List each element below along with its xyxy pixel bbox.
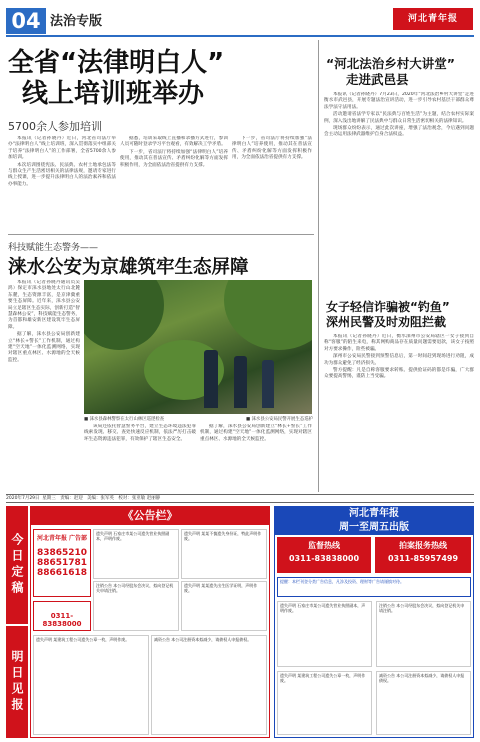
right-ad — [274, 506, 474, 738]
right-ad-title-2: 周一至周五出版 — [339, 522, 409, 533]
article-2-kicker: 科技赋能生态警务—— — [8, 243, 99, 253]
ad-phone: 0311-83838000 — [42, 612, 82, 628]
photo-officer — [262, 360, 274, 408]
hotline-label: 监督热线 — [308, 541, 340, 550]
article-4-paragraph: 本报讯（记者孙晓丹）近日，衡水深州市公安局辖区一女子接到自称“客服”的陌生来电，称其网购商品存在质量问题需要退款，该女子按照对方要求操作，险些被骗。 — [324, 334, 474, 352]
article-4-headline — [326, 300, 474, 330]
article-2-headline: 涞水公安为京雄筑牢生态屏障 — [8, 257, 249, 278]
ad-notice: 提醒：本栏刊登分类广告信息，凡涉及投资、理财等广告请谨慎对待。 — [277, 577, 471, 597]
photo-caption-right: ■ 涞水县公安局民警开展生态巡护 — [246, 417, 314, 422]
photo-officer — [204, 350, 218, 408]
right-ad-title-1: 河北青年报 — [349, 508, 399, 519]
article-4-paragraph: 深州市公安局民警接到预警信息后，第一时间赶到现场进行劝阻，成功为群众避免了经济损失。 — [324, 354, 474, 366]
main-paragraph: 本次培训围绕宪法、民法典、农村土地承包法等与群众生产生活密切相关的法律法规，邀请专家进行线上授课，进一步提升法律明白人的法治素养和依法办事能力。 — [8, 162, 116, 187]
main-paragraph: 本报讯（记者孙晓丹）近日，河北省司法厅举办“法律明白人”线上培训班，深入贯彻落实中组部关于培养“法律明白人”的工作部署，全省5700余人参加培训。 — [8, 136, 116, 161]
article-3-paragraph: 现场群众纷纷表示，通过此次讲座，增强了法治观念，今后遇到问题会主动运用法律武器维护自身合法权益。 — [324, 126, 474, 138]
hotline-box — [375, 537, 471, 573]
divider — [8, 234, 314, 235]
main-article-col-2 — [120, 136, 228, 230]
main-article-col-3 — [232, 136, 312, 230]
main-paragraph: 据悉，培训采取线上直播和录播方式进行，参训人员可随时登录学习平台观看，有效解决工学矛盾。 — [120, 136, 228, 148]
classified-cell: 注销公告 本公司经股东会决议，拟向登记机关申请注销。 — [93, 581, 179, 631]
classified-cell: 遗失声明 某建筑工程公司遗失公章一枚，声明作废。 — [277, 671, 372, 735]
article-2-paragraph: 该局还依托智慧警务平台，建立生态环境违法犯罪线索发现、移交、查处快速反应机制，依法严厉打击破坏生态资源违法犯罪，有效保护了辖区生态安全。 — [84, 424, 196, 442]
page-number: 04 — [6, 8, 46, 34]
ad-phone: 83865210 — [36, 548, 88, 558]
ad-phone-box — [33, 529, 91, 597]
footer-strip — [6, 494, 474, 503]
hotline-box — [277, 537, 371, 573]
classified-cell: 遗失声明 石家庄市某公司遗失营业执照副本，声明作废。 — [277, 601, 372, 667]
footer-weekday: 星期三 — [42, 496, 56, 501]
article-2-paragraph: 据了解，涞水县公安局创新建立“林长+警长”工作机制，通过构建“空天地”一体化监测网络，实现对辖区重点林区、水源地的全天候监控。 — [200, 424, 312, 442]
column-divider — [318, 40, 319, 492]
ad-banner-tomorrow: 明日见报 — [6, 626, 28, 738]
main-paragraph: 下一步，省司法厅将持续加强“法律明白人”培养使用，推动其在普法宣传、矛盾纠纷化解等方面发挥积极作用，为全面依法治省提供有力支撑。 — [232, 136, 312, 161]
classified-cell: 遗失声明 某某不慎遗失身份证，特此声明作废。 — [181, 529, 267, 579]
article-4-headline-line-1: 女子轻信诈骗被“钓鱼” — [326, 300, 450, 314]
section-title: 法治专版 — [50, 14, 103, 29]
main-headline-line-1: 全省“法律明白人” — [8, 48, 225, 78]
classified-cell: 注销公告 本公司经股东会决议，拟向登记机关申请注销。 — [376, 601, 471, 667]
ad-banner-today: 今日定稿 — [6, 506, 28, 624]
article-2-paragraph: 本报讯（记者孙晓丹通讯员吴鸿）保定市涞水县地处太行山北麓东麓，生态资源丰富，是京津冀重要生态屏障。近年来，涞水县公安局立足辖区生态实际，创新打造“智慧森林公安”，科技赋能生态警务，为首都和雄安新区建设筑牢生态屏障。 — [8, 280, 80, 330]
article-3-paragraph: 活动邀请省法学专家以“民法典与百姓生活”为主题，结合农村实际案例，深入浅出地讲解了民法典中与群众日常生活密切相关的法律知识。 — [324, 112, 474, 124]
ad-phone: 88661618 — [36, 568, 88, 578]
main-subhead: 5700余人参加培训 — [8, 120, 102, 133]
ad-phone-box — [33, 601, 91, 631]
article-4-paragraph: 警方提醒：凡是自称客服要求转账、提供验证码的都是诈骗，广大群众要提高警惕，谨防上当受骗。 — [324, 368, 474, 380]
article-3-headline — [326, 56, 474, 88]
footer-proofreader: 校对：张亚敏 赵丽静 — [118, 496, 161, 501]
article-3-paragraph: 本报讯（记者孙晓丹）7月23日，2020年“河北法治乡村大讲堂”走进衡水市武邑县，开展专题法治宣讲活动，进一步引导农村基层干部群众尊法学法守法用法。 — [324, 92, 474, 110]
main-headline — [8, 48, 308, 110]
main-article-col-1 — [8, 136, 116, 230]
footer-editor: 责编：赵迎 — [60, 496, 83, 501]
ad-phone: 88651781 — [36, 558, 88, 568]
header-rule — [6, 35, 474, 37]
article-2-col-3 — [200, 424, 312, 482]
main-headline-line-2: 线上培训班举办 — [22, 79, 205, 109]
classified-cell: 减资公告 本公司注册资本拟减少，请债权人申报债权。 — [376, 671, 471, 735]
hotline-label: 拍案报务热线 — [399, 541, 447, 550]
classified-cell: 遗失声明 某建筑工程公司遗失公章一枚，声明作废。 — [33, 635, 149, 735]
forest-police-photo — [84, 280, 312, 414]
article-3-headline-line-1: “河北法治乡村大讲堂” — [326, 56, 455, 71]
article-2-col-2 — [84, 424, 196, 482]
ad-phone-box-title: 河北青年报 广告部 — [36, 535, 88, 542]
footer-designer: 美编：张军英 — [87, 496, 115, 501]
article-4-body — [324, 334, 474, 490]
article-4-headline-line-2: 深州民警及时劝阻拦截 — [326, 315, 447, 329]
classified-cell: 减资公告 本公司注册资本拟减少，请债权人申报债权。 — [151, 635, 267, 735]
classified-cell: 遗失声明 石家庄市某公司遗失营业执照副本，声明作废。 — [93, 529, 179, 579]
hotline-phone: 0311-85957499 — [387, 554, 459, 563]
main-paragraph: 下一步，省司法厅将持续加强“法律明白人”培养使用，推动其在普法宣传、矛盾纠纷化解等方面发挥积极作用，为全面依法治省提供有力支撑。 — [120, 149, 228, 168]
right-ad-header — [275, 507, 473, 535]
announcement-ad — [30, 506, 270, 738]
photo-foliage — [84, 280, 164, 350]
article-3-body — [324, 92, 474, 290]
announcement-title: 《公告栏》 — [31, 507, 269, 525]
newspaper-logo: 河北青年报 — [393, 8, 473, 30]
photo-caption-left: ■ 涞水县森林警察在太行山林区巡逻检查 — [84, 417, 165, 422]
hotline-phone: 0311-83838000 — [288, 554, 360, 563]
photo-officer — [234, 356, 247, 408]
classified-cell: 遗失声明 某某遗失出生医学证明，声明作废。 — [181, 581, 267, 631]
article-2-paragraph: 据了解，涞水县公安局创新建立“林长+警长”工作机制，通过构建“空天地”一体化监测网络，实现对辖区重点林区、水源地的全天候监控。 — [8, 332, 80, 363]
article-3-headline-line-2: 走进武邑县 — [346, 72, 409, 87]
article-2-col-1 — [8, 280, 80, 470]
footer-date: 2020年7月29日 — [6, 496, 40, 501]
photo-foliage — [224, 280, 312, 350]
